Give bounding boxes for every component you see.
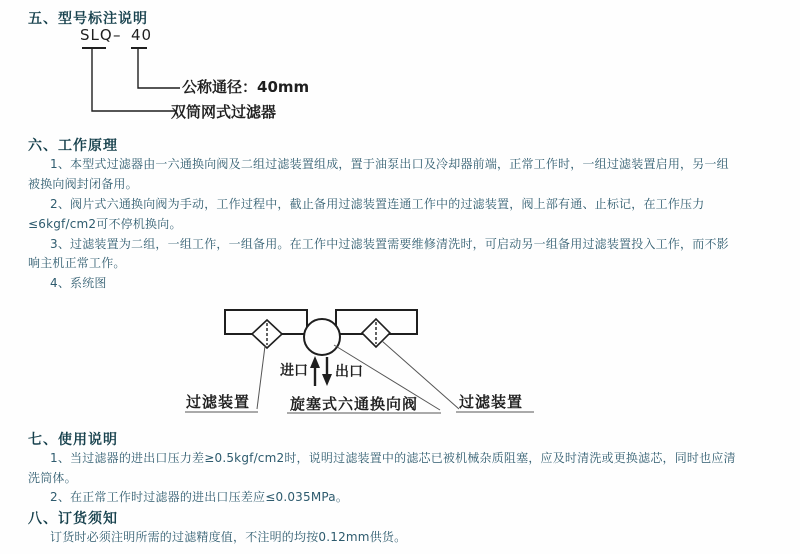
callout-line-filter-type (92, 48, 175, 111)
valve-circle (304, 319, 340, 355)
model-code-dash: – (113, 26, 122, 44)
filter-device-label-left: 过滤装置 (186, 393, 251, 411)
body-line: 洗筒体。 (28, 471, 77, 485)
body-line: 响主机正常工作。 (28, 256, 126, 270)
section-heading-usage: 七、使用说明 (28, 432, 118, 448)
body-line: 4、系统图 (50, 276, 107, 290)
body-line: 3、过滤装置为二组，一组工作，一组备用。在工作中过滤装置需要维修清洗时，可启动另一组备用过滤装置投入工作，而不影 (50, 237, 729, 251)
inlet-label: 进口 (280, 363, 308, 379)
inlet-arrowhead-icon (310, 356, 320, 368)
model-code-size: 40 (131, 26, 153, 44)
callout-line-diameter (138, 48, 180, 88)
body-line: 2、在正常工作时过滤器的进出口压差应≤0.035MPa。 (50, 490, 349, 504)
model-designation-diagram (60, 25, 400, 125)
section-heading-order: 八、订货须知 (28, 511, 118, 527)
body-line: ≤6kgf/cm2可不停机换向。 (28, 217, 182, 231)
section-heading-model: 五、型号标注说明 (28, 11, 148, 27)
system-diagram (170, 300, 570, 420)
body-line: 1、本型式过滤器由一六通换向阀及二组过滤装置组成，置于油泵出口及冷却器前端，正常工作时，一组过滤装置启用，另一组 (50, 157, 729, 171)
model-code-prefix: SLQ (80, 26, 113, 44)
leader-line-left (257, 346, 265, 409)
filter-device-label-right: 过滤装置 (459, 393, 524, 411)
valve-label: 旋塞式六通换向阀 (290, 395, 419, 413)
body-line: 被换向阀封闭备用。 (28, 177, 138, 191)
body-line: 1、当过滤器的进出口压力差≥0.5kgf/cm2时，说明过滤装置中的滤芯已被机械杂质阻塞，应及时清洗或更换滤芯，同时也应清 (50, 451, 736, 465)
outlet-label: 出口 (335, 364, 363, 380)
outlet-arrowhead-icon (322, 374, 332, 386)
filter-type-label: 双筒网式过滤器 (171, 103, 277, 121)
nominal-diameter-label: 公称通径：40mm (182, 78, 310, 96)
section-heading-principle: 六、工作原理 (28, 138, 118, 154)
body-line: 订货时必须注明所需的过滤精度值，不注明的均按0.12mm供货。 (50, 530, 407, 544)
body-line: 2、阀片式六通换向阀为手动，工作过程中，截止备用过滤装置连通工作中的过滤装置，阀上部有通、止标记，在工作压力 (50, 197, 705, 211)
